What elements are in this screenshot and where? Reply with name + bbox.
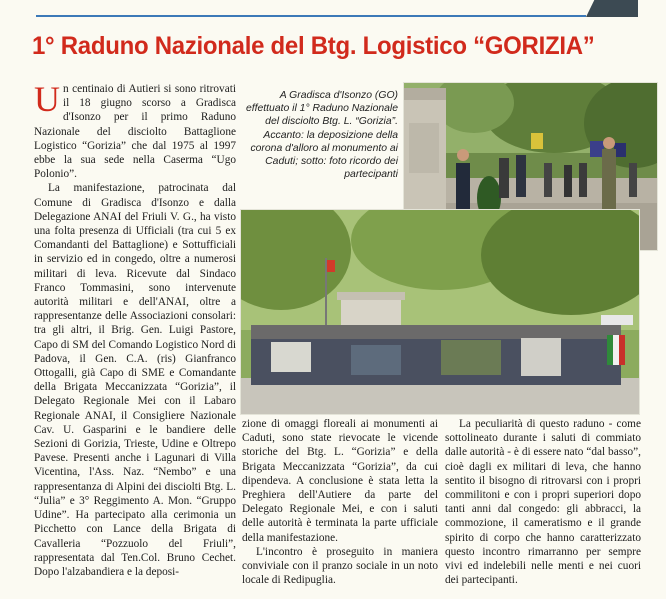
article-column-1 [34, 79, 236, 579]
article-title: 1° Raduno Nazionale del Btg. Logistico “GORIZIA” [32, 32, 595, 60]
paragraph: L'incontro è proseguito in maniera conviviale con il pranzo sociale in un noto locale di Redipuglia. [242, 545, 438, 587]
paragraph: Un centinaio di Autieri si sono ritrovati il 18 giugno scorso a Gradisca d'Isonzo per il primo Raduno Nazionale del disciolto Battaglione Logistico “Gorizia” che dal 1975 al 1997 ebbe la sua sede nella Caserma “Ugo Polonio”. [34, 79, 236, 181]
drop-cap: U [34, 79, 60, 119]
photo-caption: A Gradisca d'Isonzo (GO) effettuato il 1° Raduno Nazionale del disciolto Btg. L. “Gorizia”. Accanto: la deposizione della corona d'alloro al monumento ai Caduti; sotto: foto ricordo dei partecipanti [245, 90, 398, 181]
header-bar [0, 0, 666, 20]
paragraph: La peculiarità di questo raduno - come sottolineato durante i saluti di commiato dalle autorità - è di essere nato “dal basso”, cioè dagli ex militari di leva, che hanno sentito il bisogno di ritrovarsi con i propri commilitoni e con i propri superiori dopo tanti anni dal congedo: gli abbracci, la commozione, il cameratismo e il grande spirito di corpo che hanno caratterizzato questo incontro rimarranno per sempre vivi ed indelebili nelle menti e nei cuori dei partecipanti. [445, 418, 641, 587]
photo-group-participants [240, 209, 640, 415]
header-rule [36, 15, 586, 17]
article-column-3 [445, 417, 641, 587]
paragraph: zione di omaggi floreali ai monumenti ai Caduti, sono state rievocate le vicende storiche del Btg. L. “Gorizia” e della Brigata Meccanizzata “Gorizia”, da cui dipendeva. A conclusione è stata letta la Preghiera dell'Autiere da parte del Delegato Regionale Mei, e con i saluti delle autorità è terminata la parte ufficiale della manifestazione. [242, 418, 438, 544]
header-tab [586, 0, 638, 17]
paragraph: La manifestazione, patrocinata dal Comune di Gradisca d'Isonzo e dalla Delegazione ANAI del Friuli V. G., ha visto una folta presenza di Ufficiali (tra cui 5 ex Comandanti del Battaglione) e Sottufficiali in servizio ed in congedo, oltre a numerosi militari di leva. Ricevute dal Sindaco Franco Tommasini, sono intervenute autorità militari e dell'ANAI, oltre a rappresentanze delle Associazioni consolari: tra gli altri, il Brig. Gen. Luigi Pastore, Capo di SM del Comando Logistico Nord di Padova, il Gen. C.A. (ris) Gianfranco Ottogalli, già Capo di SME e Comandante della Brigata Meccanizzata “Gorizia”, il Delegato Regionale Mei con il Labaro Regionale ANAI, il Consigliere Nazionale Cav. U. Gasparini e le bandiere delle Sezioni di Gorizia, Trieste, Udine e Oltrepo Pavese. Presenti anche i Lagunari di Villa Vicentina, l'Ass. Naz. “Nembo” e una rappresentanza di Alpini dei disciolti Btg. L. “Julia” e 3° Reggimento A. Mon. “Gruppo Udine”. Ha partecipato alla cerimonia un Picchetto con Lance della Brigata di Cavalleria “Pozzuolo del Friuli”, rappresentata dal Ten.Col. Bruno Cechet. Dopo l'alzabandiera e la deposi- [34, 182, 236, 578]
article-column-2 [242, 417, 438, 587]
